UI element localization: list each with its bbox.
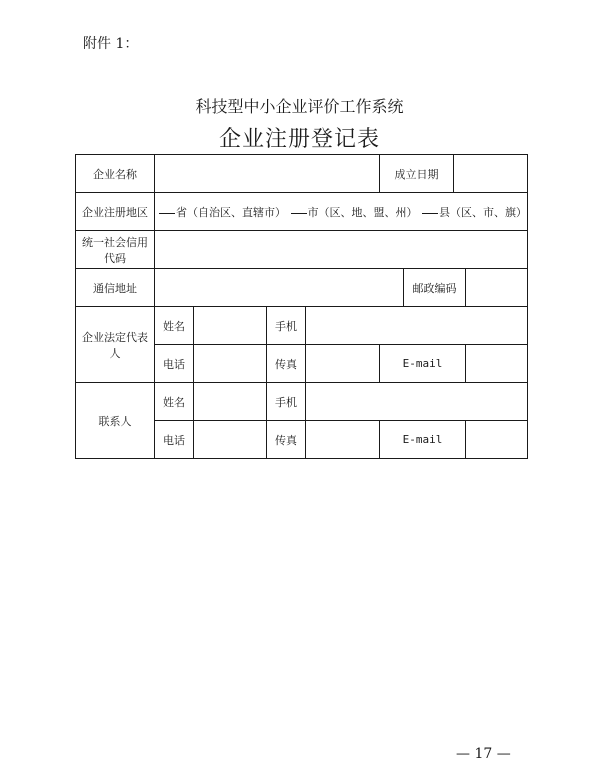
legal-rep-fax-field[interactable] xyxy=(306,345,380,383)
company-name-field[interactable] xyxy=(155,155,380,193)
province-text: 省（自治区、直辖市） xyxy=(176,205,286,219)
attachment-label: 附件 1： xyxy=(83,36,139,52)
contact-mobile-label: 手机 xyxy=(267,383,306,421)
established-date-field[interactable] xyxy=(454,155,528,193)
legal-rep-name-label: 姓名 xyxy=(155,307,194,345)
region-field[interactable] xyxy=(155,193,528,231)
region-label: 企业注册地区 xyxy=(76,193,155,231)
registration-form-table xyxy=(75,154,528,459)
postcode-label: 邮政编码 xyxy=(404,269,466,307)
established-date-label: 成立日期 xyxy=(380,155,454,193)
legal-rep-mobile-field[interactable] xyxy=(306,307,528,345)
legal-rep-fax-label: 传真 xyxy=(267,345,306,383)
form-title: 企业注册登记表 xyxy=(218,127,380,152)
credit-code-field[interactable] xyxy=(155,231,528,269)
address-label: 通信地址 xyxy=(76,269,155,307)
contact-email-field[interactable] xyxy=(466,421,528,459)
postcode-field[interactable] xyxy=(466,269,528,307)
credit-code-label: 统一社会信用代码 xyxy=(76,231,155,269)
legal-rep-label: 企业法定代表人 xyxy=(76,307,155,383)
contact-phone-field[interactable] xyxy=(194,421,267,459)
legal-rep-name-field[interactable] xyxy=(194,307,267,345)
contact-name-field[interactable] xyxy=(194,383,267,421)
row-address xyxy=(76,269,528,307)
contact-label: 联系人 xyxy=(76,383,155,459)
legal-rep-phone-label: 电话 xyxy=(155,345,194,383)
contact-email-label: E-mail xyxy=(380,421,466,459)
form-subtitle: 科技型中小企业评价工作系统 xyxy=(195,97,404,116)
legal-rep-email-field[interactable] xyxy=(466,345,528,383)
page-number: — 17 — xyxy=(456,746,511,762)
company-name-label: 企业名称 xyxy=(76,155,155,193)
contact-name-label: 姓名 xyxy=(155,383,194,421)
legal-rep-email-label: E-mail xyxy=(380,345,466,383)
legal-rep-phone-field[interactable] xyxy=(194,345,267,383)
city-text: 市（区、地、盟、州） xyxy=(307,205,418,219)
county-text: 县（区、市、旗） xyxy=(439,205,527,219)
contact-fax-field[interactable] xyxy=(306,421,380,459)
contact-mobile-field[interactable] xyxy=(306,383,528,421)
city-blank[interactable] xyxy=(291,212,307,214)
address-field[interactable] xyxy=(155,269,404,307)
row-credit-code xyxy=(76,231,528,269)
legal-rep-mobile-label: 手机 xyxy=(267,307,306,345)
row-company-name xyxy=(76,155,528,193)
row-legal-rep-1 xyxy=(76,307,528,345)
row-contact-1 xyxy=(76,383,528,421)
province-blank[interactable] xyxy=(159,212,175,214)
row-region xyxy=(76,193,528,231)
county-blank[interactable] xyxy=(422,212,438,214)
contact-fax-label: 传真 xyxy=(267,421,306,459)
contact-phone-label: 电话 xyxy=(155,421,194,459)
